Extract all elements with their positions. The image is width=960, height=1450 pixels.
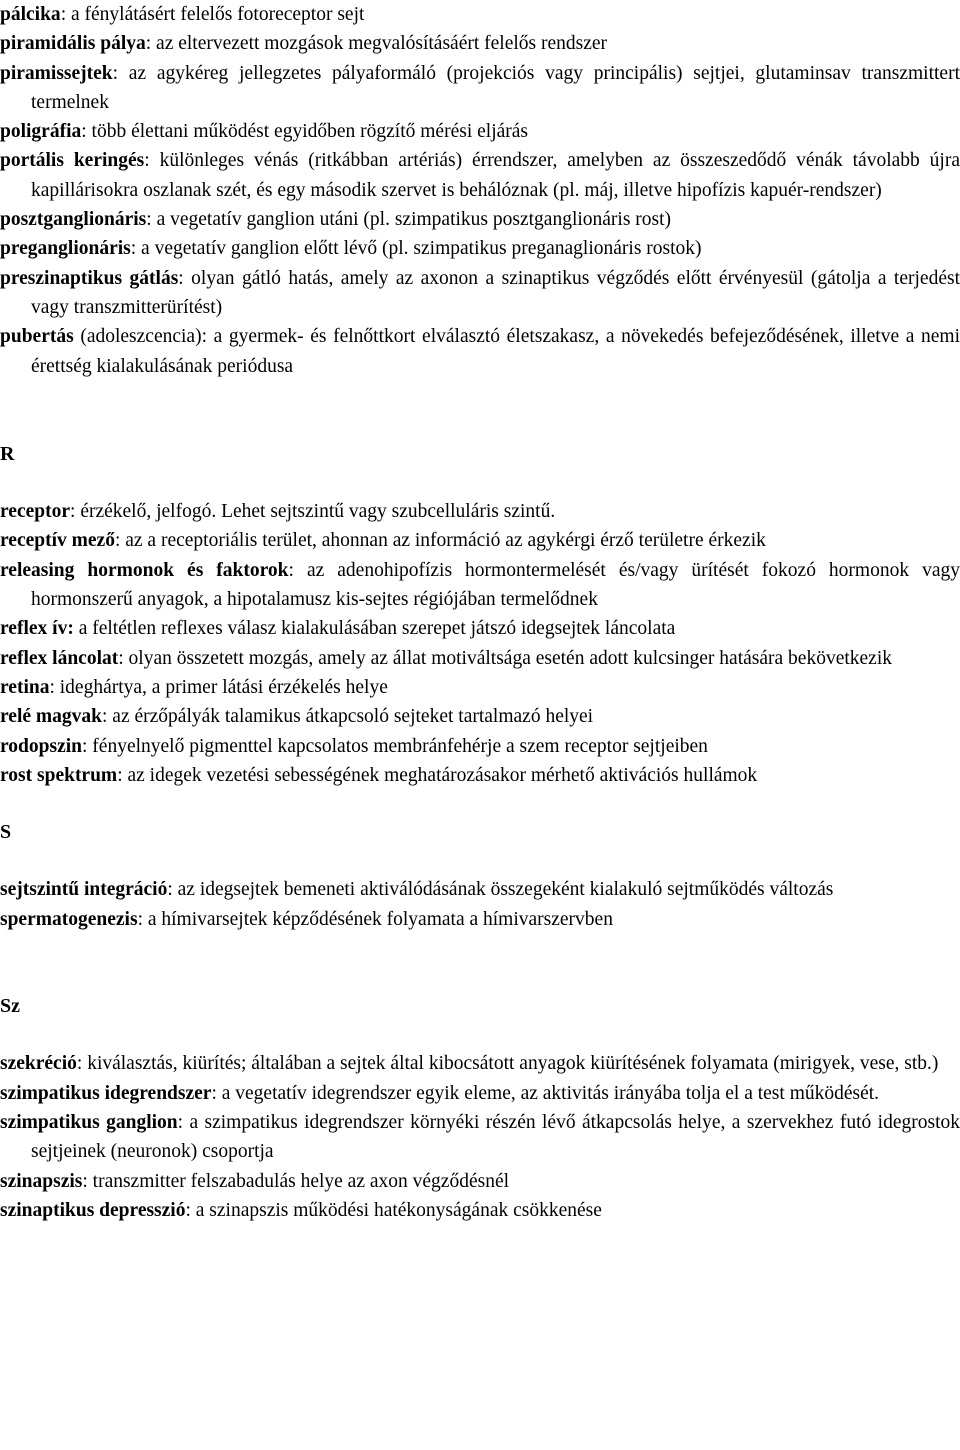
entry-separator: : [60,4,71,25]
entry-separator: : [167,879,178,901]
entry-separator: : [185,1199,196,1221]
entry-term: preszinaptikus gátlás [0,267,179,289]
glossary-entry [0,761,960,790]
glossary-entry [0,526,960,555]
entry-definition: kiválasztás, kiürítés; általában a sejtek által kibocsátott anyagok kiürítésének folyamata (mirigyek, vese, stb.) [87,1053,939,1075]
entry-definition: a fénylátásért felelős fotoreceptor sejt [70,4,365,25]
glossary-entry [0,117,960,146]
glossary-entry [0,205,960,234]
entry-separator: : [146,209,157,231]
entry-definition: az adenohipofízis hormontermelését és/vagy ürítését fokozó hormonok vagy hormonszerű anyagok, a hipotalamusz kis-sejtes régiójában termelődnek [31,559,960,611]
entry-definition: a vegetatív idegrendszer egyik eleme, az aktivitás irányába tolja el a test működését. [221,1082,880,1104]
glossary-entry [0,875,960,904]
section-heading-s: S [0,821,12,844]
glossary-entry [0,322,960,381]
glossary-group-sz [0,1049,960,1225]
glossary-entry [0,556,960,615]
entry-term: reflex láncolat [0,647,119,669]
entry-separator: : [118,647,129,669]
entry-term: szekréció [0,1053,77,1075]
entry-separator: : [211,1082,222,1104]
entry-term: szinapszis [0,1170,83,1192]
entry-separator: : [288,559,307,581]
glossary-entry [0,29,960,58]
entry-definition: a szimpatikus idegrendszer környéki részén lévő átkapcsolás helye, a szervekhez futó idegrostok sejtjeinek (neuronok) csoportja [31,1111,960,1163]
entry-term: szinaptikus depresszió [0,1199,186,1221]
entry-term: spermatogenezis [0,908,138,930]
glossary-group-r [0,497,960,790]
glossary-entry [0,905,960,934]
glossary-entry [0,1049,960,1078]
entry-term: receptor [0,501,71,523]
entry-definition: olyan gátló hatás, amely az axonon a szinaptikus végződés előtt érvényesül (gátolja a terjedést vagy transzmitterürítést) [31,267,960,318]
entry-term: poligráfia [0,121,82,143]
entry-term: pubertás [0,326,74,348]
glossary-group-p [0,0,960,381]
entry-term: portális keringés [0,150,145,172]
entry-term: retina [0,676,50,698]
glossary-entry [0,614,960,643]
entry-definition: transzmitter felszabadulás helye az axon végződésnél [92,1170,510,1192]
glossary-entry [0,732,960,761]
entry-definition: az a receptoriális terület, ahonnan az információ az agykérgi érző területre érkezik [125,530,766,552]
entry-term: sejtszintű integráció [0,879,168,901]
glossary-entry [0,146,960,205]
glossary-entry [0,1108,960,1167]
entry-term: reflex ív: [0,618,74,640]
entry-separator: : [144,150,160,172]
entry-term: relé magvak [0,706,102,728]
entry-term: preganglionáris [0,238,131,260]
entry-term: piramissejtek [0,62,113,84]
glossary-entry [0,1079,960,1108]
entry-term: piramidális pálya [0,33,146,55]
entry-separator: : [76,1053,88,1075]
entry-term: rodopszin [0,735,82,757]
entry-separator: : [49,676,60,698]
entry-separator: : [178,267,192,289]
glossary-entry [0,234,960,263]
glossary-entry [0,264,960,323]
entry-separator: : [137,908,148,930]
entry-definition: a vegetatív ganglion előtt lévő (pl. szimpatikus preganaglionáris rostok) [141,238,702,260]
entry-separator: : [82,1170,93,1192]
entry-term: szimpatikus ganglion [0,1111,178,1133]
glossary-entry [0,644,960,673]
entry-term: rost spektrum [0,764,118,786]
entry-definition: (adoleszcencia): a gyermek- és felnőttkort elválasztó életszakasz, a növekedés befejeződésének, illetve a nemi érettség kialakulásának periódusa [31,326,960,377]
entry-definition: a szinapszis működési hatékonyságának csökkenése [195,1199,602,1221]
entry-separator: : [82,735,93,757]
glossary-entry [0,673,960,702]
entry-definition: az idegsejtek bemeneti aktiválódásának összegeként kialakuló sejtműködés változás [177,879,834,901]
glossary-group-s [0,875,960,934]
entry-separator: : [177,1111,190,1133]
entry-separator: : [145,33,157,55]
entry-definition: különleges vénás (ritkábban artériás) érrendszer, amelyben az összeszedődő vénák távolabb újra kapillárisokra oszlanak szét, és egy második szervet is behálóznak (pl. máj, illetve hipofízis kapuér-rendszer) [31,150,960,201]
entry-term: releasing hormonok és faktorok [0,559,289,581]
entry-separator: : [114,530,126,552]
glossary-entry [0,1167,960,1196]
entry-definition: ideghártya, a primer látási érzékelés helye [59,676,388,698]
entry-term: szimpatikus idegrendszer [0,1082,212,1104]
entry-separator: : [112,62,129,84]
glossary-entry [0,59,960,118]
entry-term: receptív mező [0,530,115,552]
section-heading-r: R [0,442,15,465]
entry-separator: : [70,501,81,523]
entry-separator: : [81,121,92,143]
entry-definition: az idegek vezetési sebességének meghatározásakor mérhető aktivációs hullámok [127,764,758,786]
entry-separator: : [102,706,113,728]
entry-definition: az érzőpályák talamikus átkapcsoló sejteket tartalmazó helyei [112,706,594,728]
entry-separator: : [117,764,128,786]
entry-separator: : [130,238,142,260]
glossary-entry [0,1196,960,1225]
entry-definition: a vegetatív ganglion utáni (pl. szimpatikus posztganglionáris rost) [156,209,672,231]
glossary-entry [0,702,960,731]
glossary-entry [0,0,960,29]
glossary-entry [0,497,960,526]
entry-term: pálcika [0,4,61,25]
entry-definition: érzékelő, jelfogó. Lehet sejtszintű vagy szubcelluláris szintű. [80,501,556,523]
entry-definition: az eltervezett mozgások megvalósításáért felelős rendszer [156,33,608,55]
entry-definition: az agykéreg jellegzetes pályaformáló (projekciós vagy principális) sejtjei, glutaminsav transzmittert termelnek [31,62,960,113]
entry-definition: fényelnyelő pigmenttel kapcsolatos membránfehérje a szem receptor sejtjeiben [92,735,708,757]
entry-definition: több élettani működést egyidőben rögzítő mérési eljárás [91,121,529,143]
entry-definition: a hímivarsejtek képződésének folyamata a hímivarszervben [147,908,613,930]
entry-term: posztganglionáris [0,209,147,231]
entry-definition: a feltétlen reflexes válasz kialakulásában szerepet játszó idegsejtek láncolata [78,618,676,640]
entry-definition: olyan összetett mozgás, amely az állat motiváltsága esetén adott kulcsinger hatására bekövetkezik [128,647,892,669]
section-heading-sz: Sz [0,995,20,1018]
